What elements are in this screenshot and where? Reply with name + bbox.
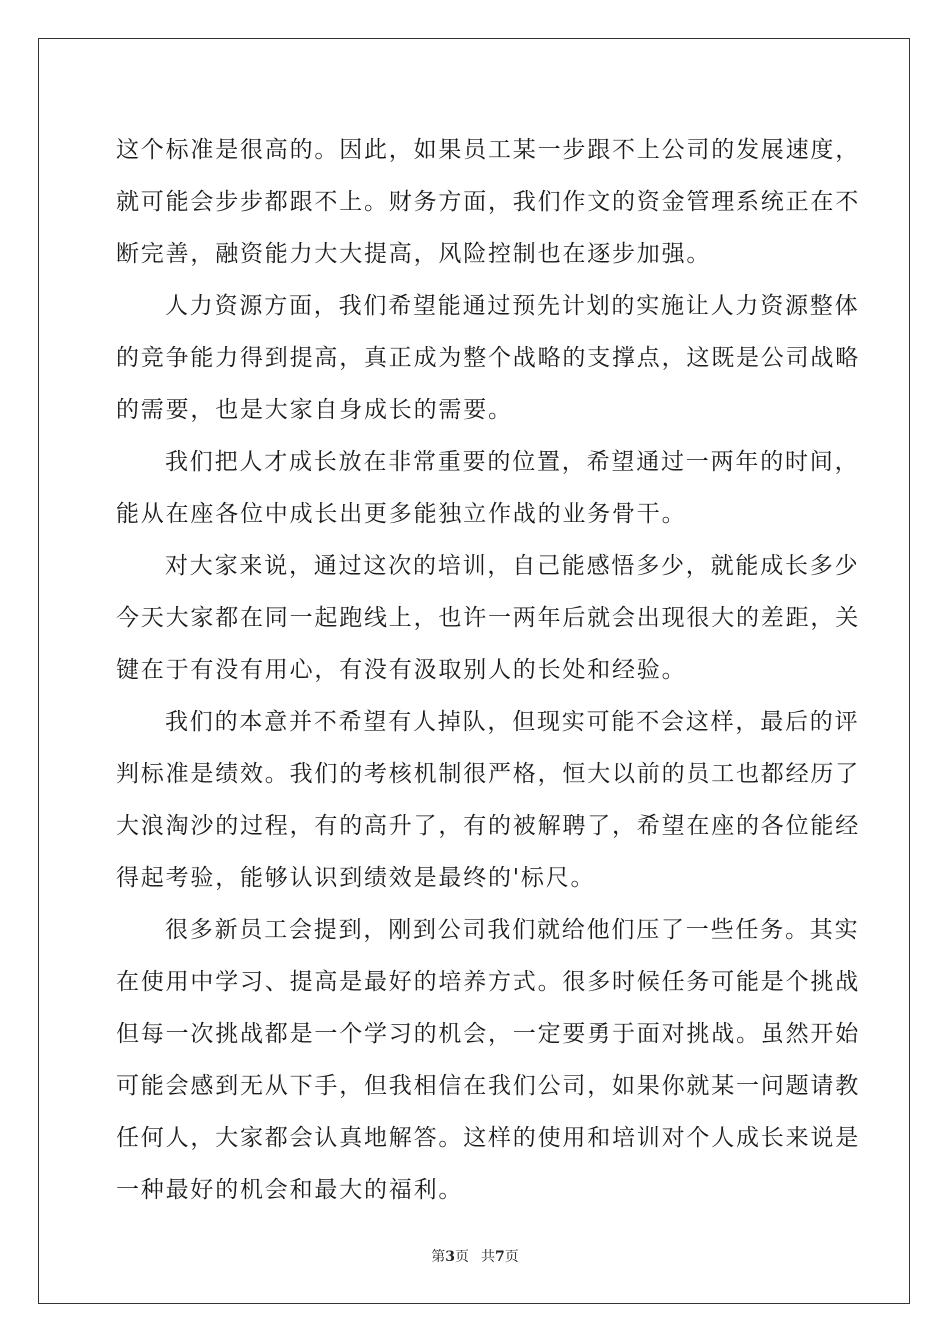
current-page-number: 3	[445, 1249, 455, 1265]
paragraph-start-line: 我们的本意并不希望有人掉队，但现实可能不会这样，最后的评	[165, 709, 860, 735]
total-page-number: 7	[495, 1249, 505, 1265]
text-line: 能从在座各位中成长出更多能独立作战的业务骨干。	[116, 501, 687, 527]
text-line: 大浪淘沙的过程，有的高升了，有的被解聘了，希望在座的各位能经	[116, 813, 860, 839]
text-line: 任何人，大家都会认真地解答。这样的使用和培训对个人成长来说是	[116, 1125, 860, 1151]
page-label-prefix: 第	[431, 1249, 446, 1265]
text-line: 就可能会步步都跟不上。财务方面，我们作文的资金管理系统正在不	[116, 189, 860, 215]
page-label-suffix: 页	[455, 1249, 469, 1265]
text-line: 一种最好的机会和最大的福利。	[116, 1177, 464, 1203]
paragraph-start-line: 人力资源方面，我们希望能通过预先计划的实施让人力资源整体	[165, 293, 860, 319]
text-line: 在使用中学习、提高是最好的培养方式。很多时候任务可能是个挑战	[116, 969, 860, 995]
paragraph-start-line: 我们把人才成长放在非常重要的位置，希望通过一两年的时间，	[165, 449, 860, 475]
text-line: 的竞争能力得到提高，真正成为整个战略的支撑点，这既是公司战略	[116, 345, 860, 371]
paragraph-start-line: 很多新员工会提到，刚到公司我们就给他们压了一些任务。其实	[165, 917, 860, 943]
text-line: 判标准是绩效。我们的考核机制很严格，恒大以前的员工也都经历了	[116, 761, 860, 787]
total-label-suffix: 页	[504, 1249, 519, 1265]
total-label-prefix: 共	[481, 1249, 495, 1265]
text-line: 这个标准是很高的。因此，如果员工某一步跟不上公司的发展速度，	[116, 137, 860, 163]
text-line: 但每一次挑战都是一个学习的机会，一定要勇于面对挑战。虽然开始	[116, 1021, 860, 1047]
text-line: 断完善，融资能力大大提高，风险控制也在逐步加强。	[116, 241, 712, 267]
text-line: 可能会感到无从下手，但我相信在我们公司，如果你就某一问题请教	[116, 1073, 860, 1099]
text-line: 今天大家都在同一起跑线上，也许一两年后就会出现很大的差距，关	[116, 605, 860, 631]
text-line: 键在于有没有用心，有没有汲取别人的长处和经验。	[116, 657, 687, 683]
text-line: 得起考验，能够认识到绩效是最终的'标尺。	[116, 865, 596, 891]
page-footer	[0, 1248, 950, 1266]
document-body	[116, 124, 860, 1216]
paragraph-start-line: 对大家来说，通过这次的培训，自己能感悟多少，就能成长多少	[165, 553, 860, 579]
text-line: 的需要，也是大家自身成长的需要。	[116, 397, 513, 423]
